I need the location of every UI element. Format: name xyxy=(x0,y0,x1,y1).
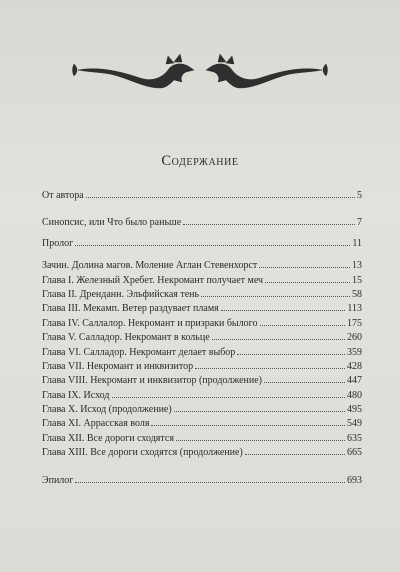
toc-entry-page-number: 113 xyxy=(347,303,362,314)
toc-entry xyxy=(42,472,362,486)
toc-entry-title: Пролог xyxy=(42,238,74,249)
dot-leader xyxy=(260,315,346,326)
toc-entry-title: Синопсис, или Что было раньше xyxy=(42,217,182,228)
toc-entry-title: Глава XIII. Все дороги сходятся (продолжение) xyxy=(42,447,243,458)
toc-entry-page-number: 58 xyxy=(352,289,362,300)
toc-entry xyxy=(42,415,362,429)
dot-leader xyxy=(176,430,345,441)
toc-entry-page-number: 359 xyxy=(347,347,362,358)
dot-leader xyxy=(221,300,346,311)
dot-leader xyxy=(86,187,355,198)
toc-entry-title: Глава VII. Некромант и инквизитор xyxy=(42,361,194,372)
toc-entry xyxy=(42,286,362,300)
toc-entry-title: Глава IV. Саллалор. Некромант и призраки былого xyxy=(42,318,258,329)
toc-entry-title: Глава IX. Исход xyxy=(42,390,110,401)
dot-leader xyxy=(174,401,345,412)
toc-entry-page-number: 635 xyxy=(347,433,362,444)
toc-entry xyxy=(42,214,362,228)
dot-leader xyxy=(212,329,345,340)
toc-entry-page-number: 665 xyxy=(347,447,362,458)
toc-entry-page-number: 693 xyxy=(347,475,362,486)
toc-entry-title: Глава VI. Салладор. Некромант делает выбор xyxy=(42,347,236,358)
toc-entry-page-number: 5 xyxy=(357,190,362,201)
toc-entry xyxy=(42,235,362,249)
toc-entry xyxy=(42,444,362,458)
toc-entry-page-number: 175 xyxy=(347,318,362,329)
toc-entry-title: Глава V. Салладор. Некромант в кольце xyxy=(42,332,210,343)
toc-entry xyxy=(42,372,362,386)
dot-leader xyxy=(75,235,350,246)
dot-leader xyxy=(265,272,350,283)
dot-leader xyxy=(112,387,346,398)
toc-entry xyxy=(42,257,362,271)
toc-entry-title: Глава X. Исход (продолжение) xyxy=(42,404,172,415)
dot-leader xyxy=(245,444,345,455)
toc-entry xyxy=(42,387,362,401)
toc-entry xyxy=(42,300,362,314)
toc-entry-page-number: 260 xyxy=(347,332,362,343)
dot-leader xyxy=(151,415,345,426)
toc-entry-title: Глава III. Мекамп. Ветер раздувает пламя xyxy=(42,303,219,314)
toc-entry-page-number: 495 xyxy=(347,404,362,415)
toc-entry-title: Глава XII. Все дороги сходятся xyxy=(42,433,174,444)
page-title: Содержание xyxy=(161,153,239,169)
toc-entry-page-number: 15 xyxy=(352,275,362,286)
toc-entry xyxy=(42,315,362,329)
dot-leader xyxy=(201,286,350,297)
toc-entry xyxy=(42,329,362,343)
toc-entry-title: Глава VIII. Некромант и инквизитор (продолжение) xyxy=(42,375,262,386)
toc-entry-title: Зачин. Долина магов. Моление Аглан Стевенхорст xyxy=(42,260,258,271)
dot-leader xyxy=(259,257,350,268)
toc-entry xyxy=(42,358,362,372)
dot-leader xyxy=(195,358,345,369)
toc-entry-title: Глава XI. Аррасская воля xyxy=(42,418,150,429)
dot-leader xyxy=(264,372,345,383)
toc-entry xyxy=(42,401,362,415)
toc-entry-title: Глава I. Железный Хребет. Некромант получает меч xyxy=(42,275,264,286)
toc-entry-page-number: 11 xyxy=(352,238,362,249)
toc-entry xyxy=(42,272,362,286)
toc-entry-title: Эпилог xyxy=(42,475,74,486)
toc-entry-page-number: 549 xyxy=(347,418,362,429)
toc-entry-page-number: 428 xyxy=(347,361,362,372)
dot-leader xyxy=(75,472,345,483)
twin-dragons-ornament-icon xyxy=(70,48,330,100)
toc-entry-title: Глава II. Дренданн. Эльфийская тень xyxy=(42,289,200,300)
toc-entry xyxy=(42,187,362,201)
dot-leader xyxy=(237,344,345,355)
toc-entry xyxy=(42,344,362,358)
toc-entry-page-number: 13 xyxy=(352,260,362,271)
toc-entry-page-number: 447 xyxy=(347,375,362,386)
toc-entry xyxy=(42,430,362,444)
toc-entry-page-number: 7 xyxy=(357,217,362,228)
toc-entry-page-number: 480 xyxy=(347,390,362,401)
dot-leader xyxy=(183,214,355,225)
toc-entry-title: От автора xyxy=(42,190,84,201)
